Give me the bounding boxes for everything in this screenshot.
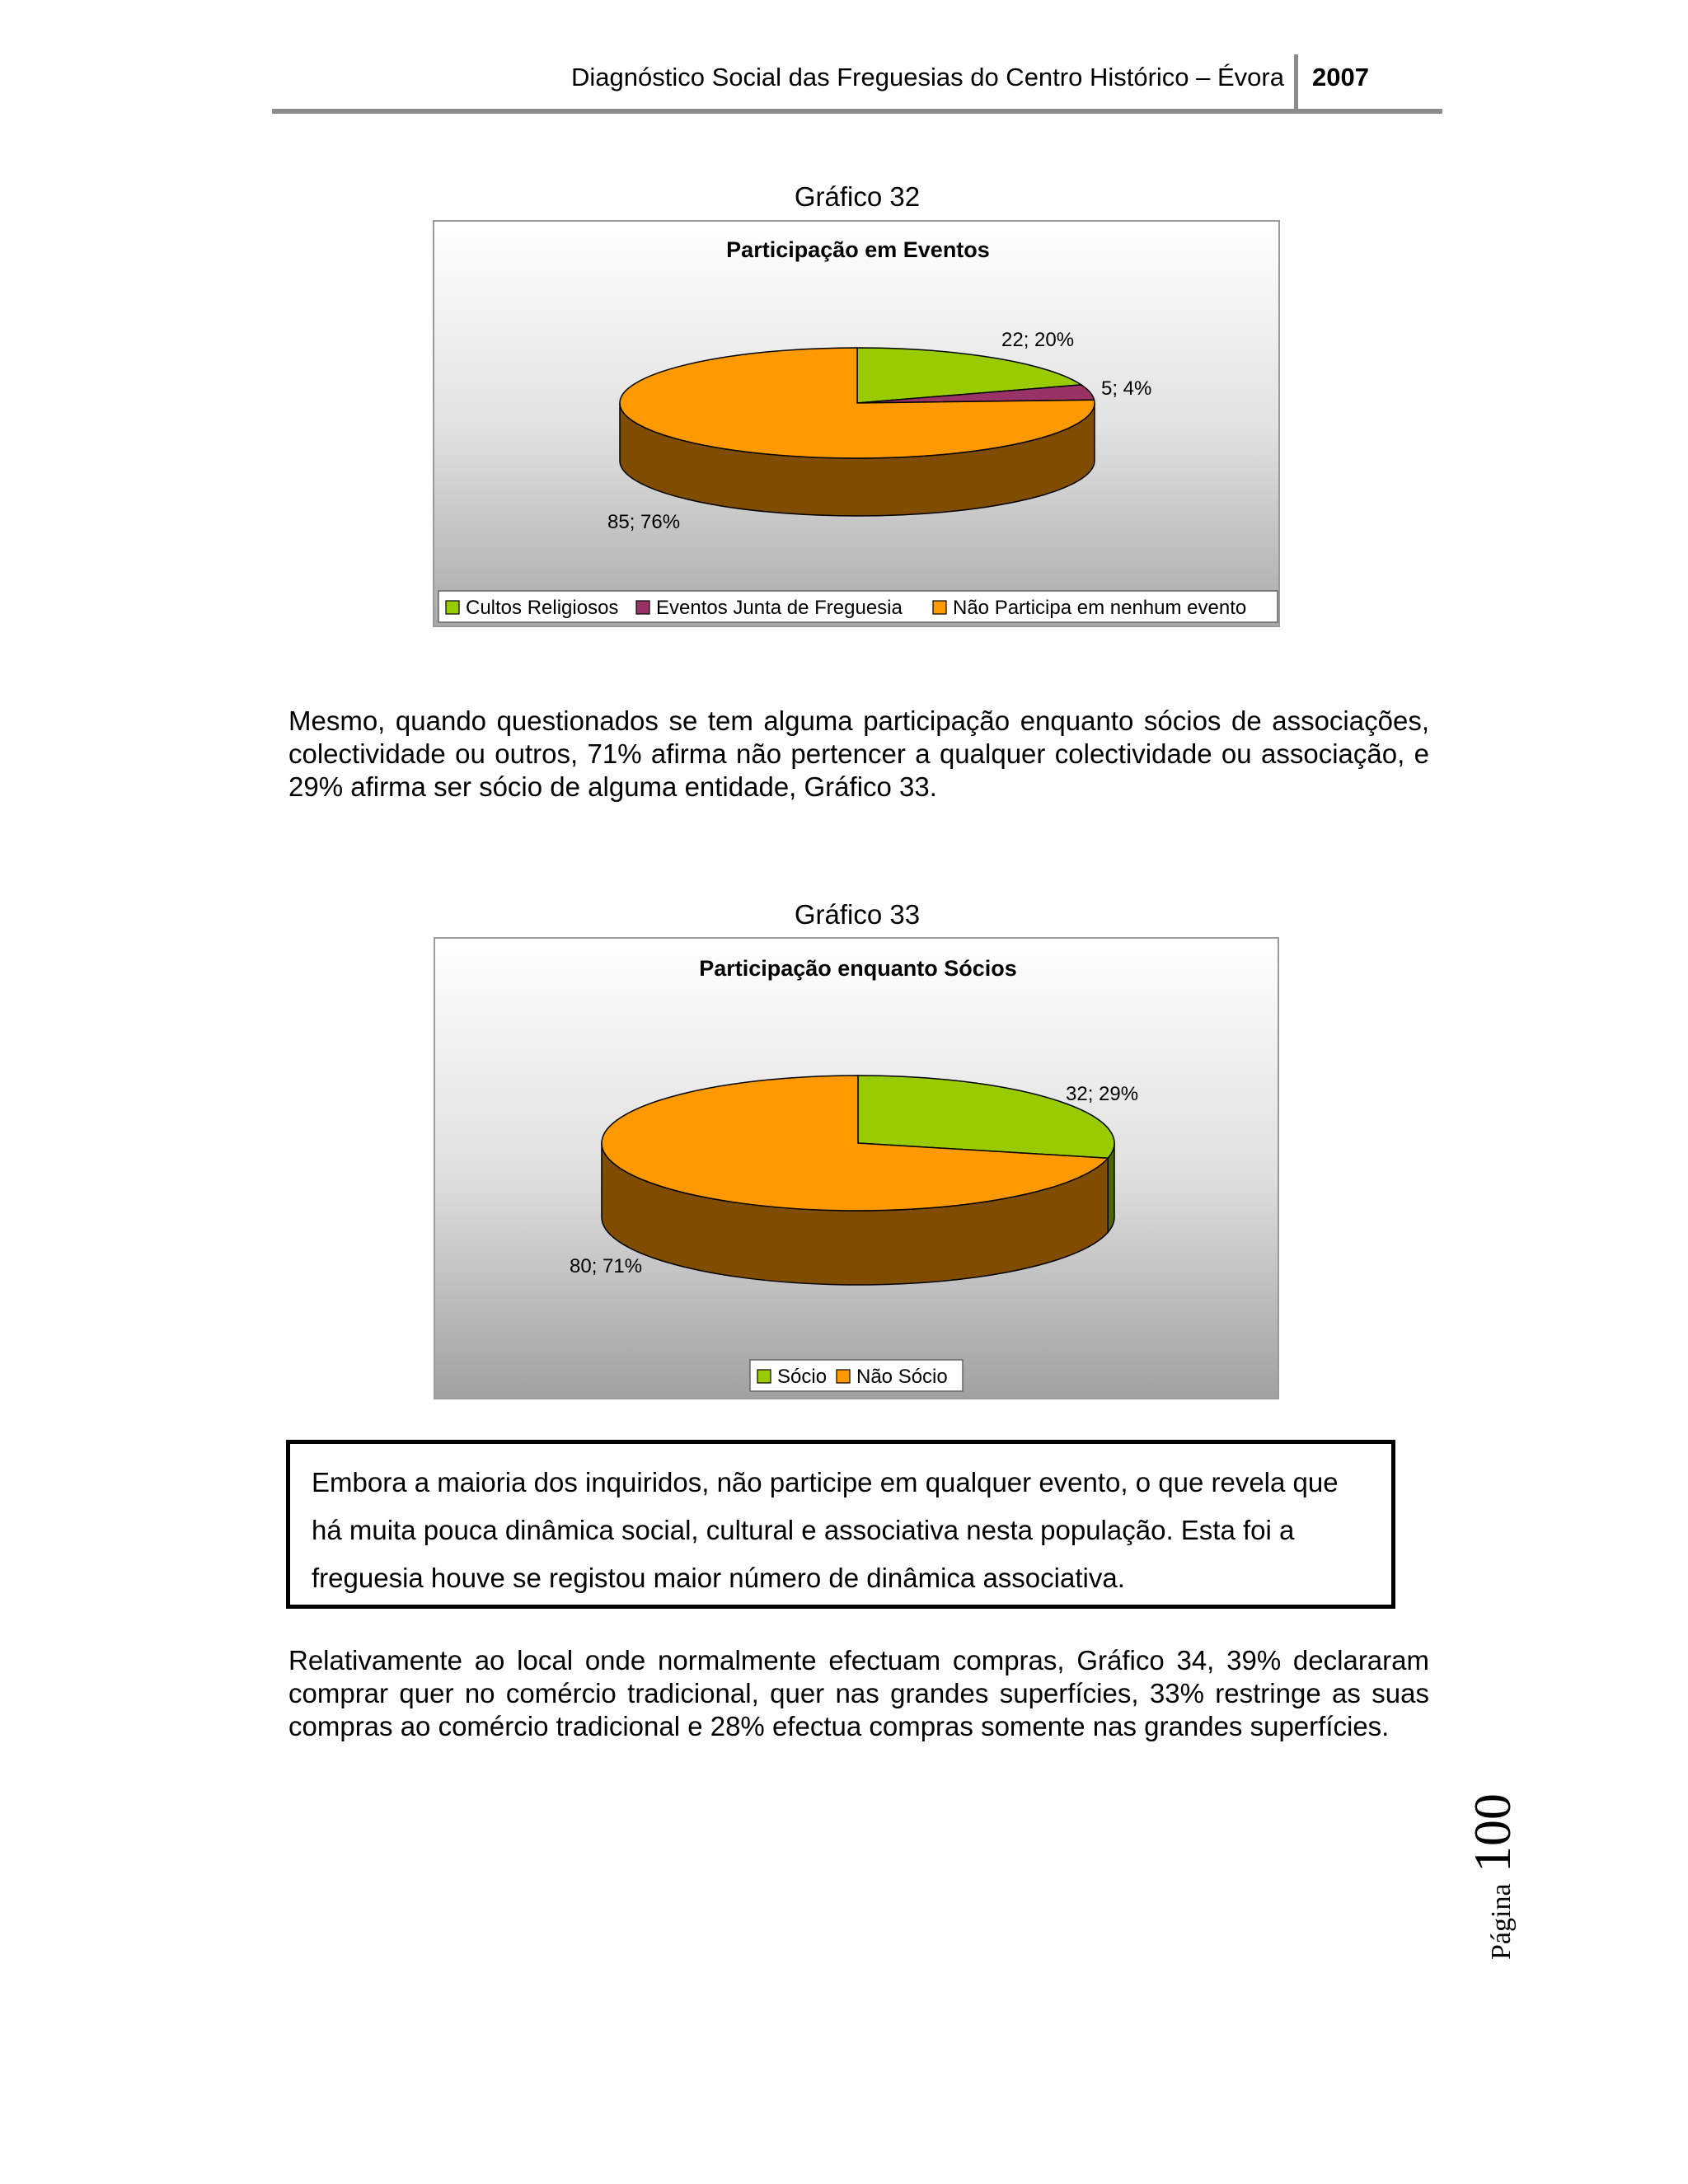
paragraph-participation-socios: Mesmo, quando questionados se tem alguma participação enquanto sócios de associações, colectividade ou outros, 71% afirma não pertencer a qualquer colectividade ou associação, e 29% afirma ser sócio de alguma entidade, Gráfico 33. [288,705,1429,802]
chart2-svg [435,939,1279,1399]
page-label-number: 100 [1463,1793,1522,1872]
conclusion-box: Embora a maioria dos inquiridos, não participe em qualquer evento, o que revela que há muita pouca dinâmica social, cultural e associativa nesta população. Esta foi a freguesia houve se registou maior número de dinâmica associativa. [286,1440,1395,1609]
chart2-container [434,937,1279,1399]
chart1-container [433,220,1280,627]
legend-swatch-3 [933,601,946,614]
pie-data-label-1: 32; 29% [1066,1083,1139,1105]
pie-data-label-1: 22; 20% [1001,329,1075,351]
legend-entry-3: Não Participa em nenhum evento [953,597,1247,619]
chart2-caption: Gráfico 33 [794,899,921,930]
legend-entry-2: Não Sócio [856,1366,948,1388]
header-year: 2007 [1312,63,1369,91]
chart1-caption: Gráfico 32 [794,181,921,212]
legend-swatch-1 [757,1370,771,1383]
chart1-legend [438,591,1278,622]
chart2-legend [750,1360,963,1391]
legend-entry-2: Eventos Junta de Freguesia [656,597,903,619]
legend-entry-1: Sócio [777,1366,828,1388]
chart1-svg [434,222,1280,627]
pie-data-label-3: 85; 76% [607,511,681,533]
page-number-label [1449,1788,1548,1970]
header-separator [1294,54,1298,114]
chart2-title: Participação enquanto Sócios [699,956,1017,981]
chart1-title: Participação em Eventos [726,237,990,262]
legend-entry-1: Cultos Religiosos [466,597,619,619]
page-label-word: Página [1486,1883,1517,1960]
legend-swatch-2 [636,601,649,614]
legend-swatch-2 [837,1370,850,1383]
header-rule [272,109,1442,114]
pie-data-label-2: 5; 4% [1101,377,1152,400]
chart2-pie [602,1076,1114,1285]
legend-swatch-1 [446,601,459,614]
header-title: Diagnóstico Social das Freguesias do Centro Histórico – Évora [571,63,1284,91]
chart1-pie [620,348,1095,516]
paragraph-compras: Relativamente ao local onde normalmente efectuam compras, Gráfico 34, 39% declararam comprar quer no comércio tradicional, quer nas grandes superfícies, 33% restringe as suas compras ao comércio tradicional e 28% efectua compras somente nas grandes superfícies. [288,1645,1429,1741]
pie-data-label-2: 80; 71% [570,1255,643,1277]
